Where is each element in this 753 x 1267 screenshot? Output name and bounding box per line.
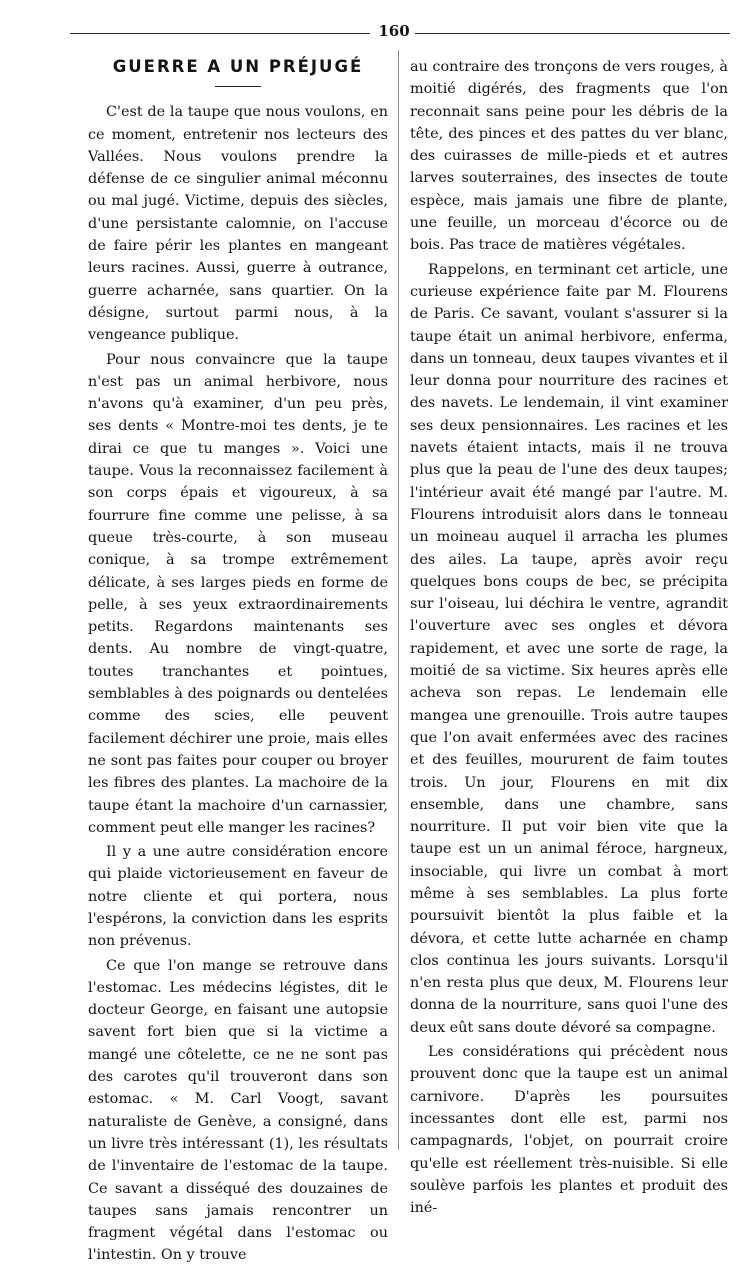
paragraph: Rappelons, en terminant cet article, une curieuse expérience faite par M. Flourens de Paris. Ce savant, voulant s'assurer si la taupe était un animal herbivore, enferma, dans un tonneau, deux taupes vivantes et il leur donna pour nourriture des racines et des navets. Le lendemain, il vint examiner ses deux pensionnaires. Les racines et les navets étaient intacts, mais il ne trouva plus que la peau de l'une des deux taupes; l'intérieur avait été mangé par l'autre. M. Flourens introduisit alors dans le tonneau un moineau auquel il arracha les plumes des ailes. La taupe, après avoir reçu quelques bons coups de bec, se précipita sur l'oiseau, lui déchira le ventre, agrandit l'ouverture avec ses ongles et dévora rapidement, et avec une sorte de rage, la moitié de sa victime. Six heures après elle acheva son repas. Le lendemain elle mangea une grenouille. Trois autre taupes que l'on avait enfermées avec des racines et des feuilles, moururent de faim toutes trois. Un jour, Flourens en mit dix ensemble, dans une chambre, sans nourriture. Il put voir bien vite que la taupe est un un animal féroce, hargneux, insociable, qui livre un combat à mort même à ses semblables. La plus forte poursuivit bientôt la plus faible et la dévora, et cette lutte acharnée en champ clos continua les jours suivants. Lorsqu'il n'en resta plus que deux, M. Flourens leur donna de la nourriture, sans quoi l'une des deux eût sans doute dévoré sa compagne. — [410, 261, 728, 1036]
left-column — [88, 52, 388, 1264]
paragraph: C'est de la taupe que nous voulons, en ce moment, entretenir nos lecteurs des Vallées. Nous voulons prendre la défense de ce singulier animal méconnu ou mal jugé. Victime, depuis des siècles, d'une persistante calomnie, on l'accuse de faire périr les plantes en mangeant leurs racines. Aussi, guerre à outrance, guerre acharnée, sans quartier. On la désigne, surtout parmi nous, à la vengeance publique. — [88, 104, 388, 344]
header-rule-right — [415, 33, 730, 34]
paragraph: Les considérations qui précèdent nous prouvent donc que la taupe est un animal carnivore. D'après les poursuites incessantes dont elle est, parmi nos campagnards, l'objet, on pourrait croire qu'elle est réellement très-nuisible. Si elle soulève parfois les plantes et produit des iné- — [410, 1044, 728, 1217]
paragraph: au contraire des tronçons de vers rouges, à moitié digérés, des fragments que l'on reconnait sans peine pour les débris de la tête, des pinces et des pattes du ver blanc, des cuirasses de mille-pieds et et autres larves souterraines, des insectes de toute espèce, mais jamais une fibre de plante, une feuille, un morceau d'écorce ou de bois. Pas trace de matières végétales. — [410, 59, 728, 254]
right-column — [410, 56, 728, 1217]
paragraph: Pour nous convaincre que la taupe n'est pas un animal herbivore, nous n'avons qu'à examiner, d'un peu près, ses dents « Montre-moi tes dents, je te dirai ce que tu manges ». Voici une taupe. Vous la reconnaissez facilement à son corps épais et vigoureux, à sa fourrure fine comme une pelisse, à sa queue très-courte, à son museau conique, à sa trompe extrêmement délicate, à ses larges pieds en forme de pelle, à ses yeux extraordinairements petits. Regardons maintenants ses dents. Au nombre de vingt-quatre, toutes tranchantes et pointues, semblables à des poignards ou dentelées comme des scies, elle peuvent facilement déchirer une proie, mais elles ne sont pas faites pour couper ou broyer les fibres des plantes. La machoire de la taupe étant la machoire d'un carnassier, comment peut elle manger les racines? — [88, 351, 388, 836]
column-divider — [398, 50, 399, 1150]
paragraph: Ce que l'on mange se retrouve dans l'estomac. Les médecins légistes, dit le docteur George, en faisant une autopsie savent fort bien que si la victime a mangé une côtelette, ce ne ne sont pas des carotes qu'il trouveront dans son estomac. « M. Carl Voogt, savant naturaliste de Genève, a consigné, dans un livre très intéressant (1), les résultats de l'inventaire de l'estomac de la taupe. Ce savant a disséqué des douzaines de taupes sans jamais rencontrer un fragment végétal dans l'estomac ou l'intestin. On y trouve — [88, 957, 388, 1264]
page-number: 160 — [378, 22, 410, 40]
header-rule-left — [70, 33, 370, 34]
paragraph: Il y a une autre considération encore qui plaide victorieusement en faveur de notre cliente et qui portera, nous l'espérons, la conviction dans les esprits non prévenus. — [88, 844, 388, 950]
article-title: GUERRE A UN PRÉJUGÉ — [112, 57, 364, 76]
page-header — [70, 22, 730, 42]
title-separator — [215, 86, 261, 87]
